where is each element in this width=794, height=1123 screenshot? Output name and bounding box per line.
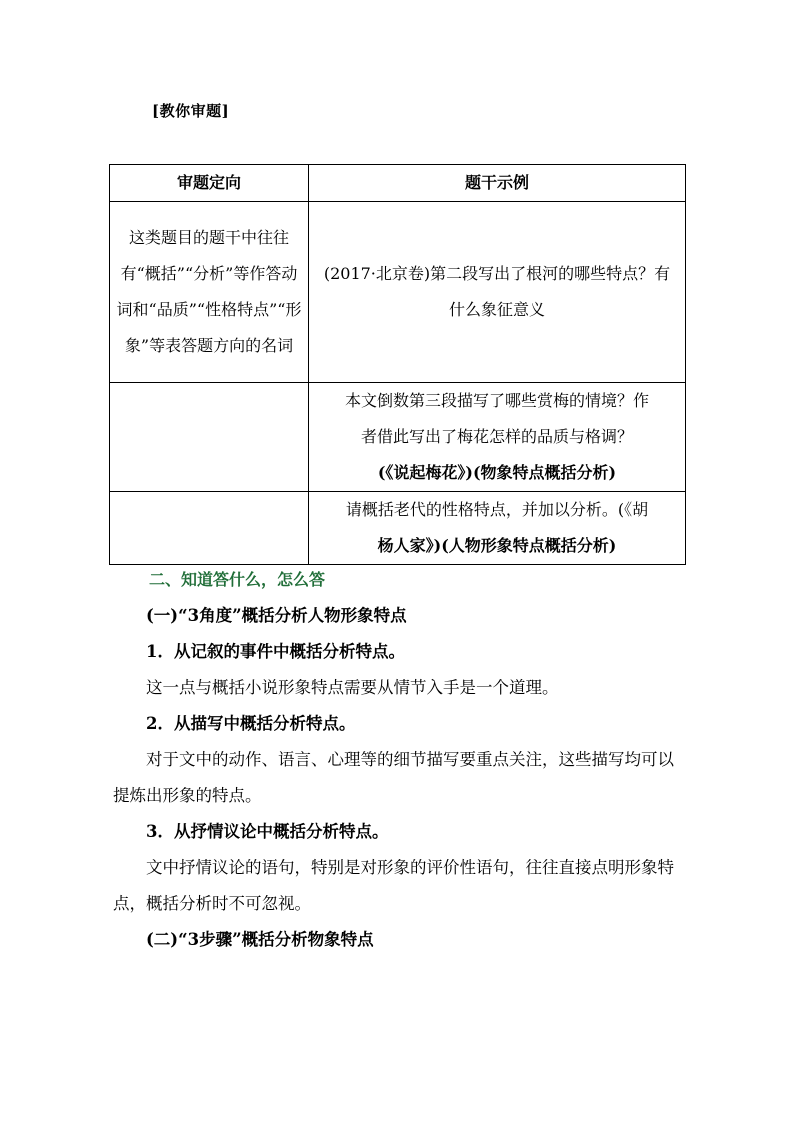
paragraph: 这一点与概括小说形象特点需要从情节入手是一个道理。 [146,678,559,697]
example-line: 杨人家》)(人物形象特点概括分析) [377,536,617,555]
column-header-approach: 审题定向 [110,165,309,202]
table-cell-example [309,383,686,492]
table-row [110,202,686,383]
paragraph: 对于文中的动作、语言、心理等的细节描写要重点关注，这些描写均可以提炼出形象的特点。 [113,750,674,805]
subheading: (一)“3角度”概括分析人物形象特点 [146,606,407,625]
section-heading: 二、知道答什么，怎么答 [149,570,326,589]
table-row [110,383,686,492]
example-line: 请概括老代的性格特点，并加以分析。(《胡 [345,500,649,519]
subheading: (二)“3步骤”概括分析物象特点 [146,930,374,949]
example-line: 者借此写出了梅花怎样的品质与格调？ [360,427,633,446]
body-content [113,598,688,958]
table-header-row [110,165,686,202]
paragraph: 文中抒情议论的语句，特别是对形象的评价性语句，往往直接点明形象特点，概括分析时不可忽视。 [113,858,674,913]
example-line: 本文倒数第三段描写了哪些赏梅的情境？作 [344,391,649,410]
example-line: (《说起梅花》)(物象特点概括分析) [377,463,617,482]
table-cell-approach [110,202,309,383]
point-heading: 1．从记叙的事件中概括分析特点。 [146,642,405,661]
point-heading: 2．从描写中概括分析特点。 [146,714,356,733]
table-cell-example [309,492,686,565]
point-heading: 3．从抒情议论中概括分析特点。 [146,822,389,841]
approach-text: 这类题目的题干中往往有“概括”“分析”等作答动词和“品质”“性格特点”“形象”等表答题方向的名词 [116,228,302,355]
exam-table [109,164,686,565]
table-cell-example [309,202,686,383]
column-header-example: 题干示例 [309,165,686,202]
table-cell-approach [110,492,309,565]
example-text: (2017·北京卷)第二段写出了根河的哪些特点？有什么象征意义 [323,264,671,319]
table-cell-approach [110,383,309,492]
table-row [110,492,686,565]
section-label: [教你审题] [152,102,230,120]
